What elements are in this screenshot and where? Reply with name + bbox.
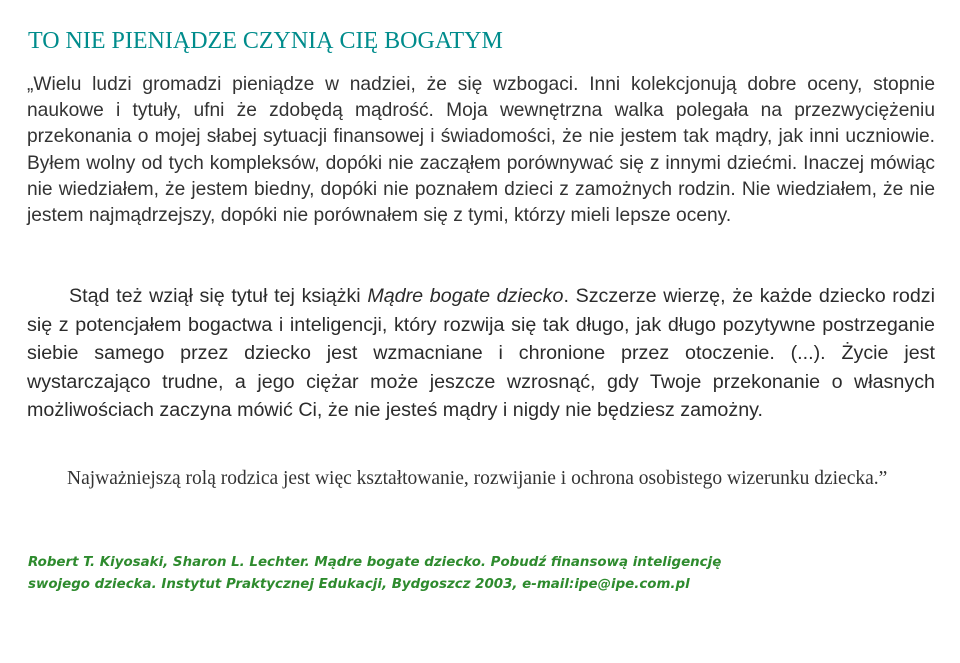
citation-line-1: Robert T. Kiyosaki, Sharon L. Lechter. Mądre bogate dziecko. Pobudź finansową inteligencję xyxy=(28,555,722,570)
page-title: TO NIE PIENIĄDZE CZYNIĄ CIĘ BOGATYM xyxy=(28,28,503,54)
quote-paragraph-1: „Wielu ludzi gromadzi pieniądze w nadziei, że się wzbogaci. Inni kolekcjonują dobre oceny, stopnie naukowe i tytuły, ufni że zdobędą mądrość. Moja wewnętrzna walka polegała na przezwyciężeniu przekonania o mojej słabej sytuacji finansowej i świadomości, że nie jestem tak mądry, jak inni uczniowie. Byłem wolny od tych kompleksów, dopóki nie zacząłem porównywać się z innymi dziećmi. Inaczej mówiąc nie wiedziałem, że jestem biedny, dopóki nie poznałem dzieci z zamożnych rodzin. Nie wiedziałem, że nie jestem najmądrzejszy, dopóki nie porównałem się z tymi, którzy mieli lepsze oceny. xyxy=(27,74,935,227)
quote-paragraph-3 xyxy=(27,466,935,492)
book-title: Mądre bogate dziecko xyxy=(367,285,564,307)
paragraph-3-text: Najważniejszą rolą rodzica jest więc kształtowanie, rozwijanie i ochrona osobistego wizerunku dziecka.” xyxy=(67,468,888,489)
citation-line-2: swojego dziecka. Instytut Praktycznej Edukacji, Bydgoszcz 2003, e-mail:ipe@ipe.com.pl xyxy=(28,577,690,592)
quote-paragraph-2 xyxy=(27,282,935,425)
paragraph-2-text-after: . Szczerze wierzę, że każde dziecko rodzi się z potencjałem bogactwa i inteligencji, który rozwija się tak długo, jak długo pozytywne postrzeganie siebie samego przez dziecko jest wzmacniane i chronione przez otoczenie. (...). Życie jest wystarczająco trudne, a jego ciężar może jeszcze wzrosnąć, gdy Twoje przekonanie o własnych możliwościach zaczyna mówić Ci, że nie jesteś mądry i nigdy nie będziesz zamożny. xyxy=(27,285,935,422)
source-citation xyxy=(28,552,721,596)
paragraph-2-text-before: Stąd też wziął się tytuł tej książki xyxy=(69,285,368,307)
